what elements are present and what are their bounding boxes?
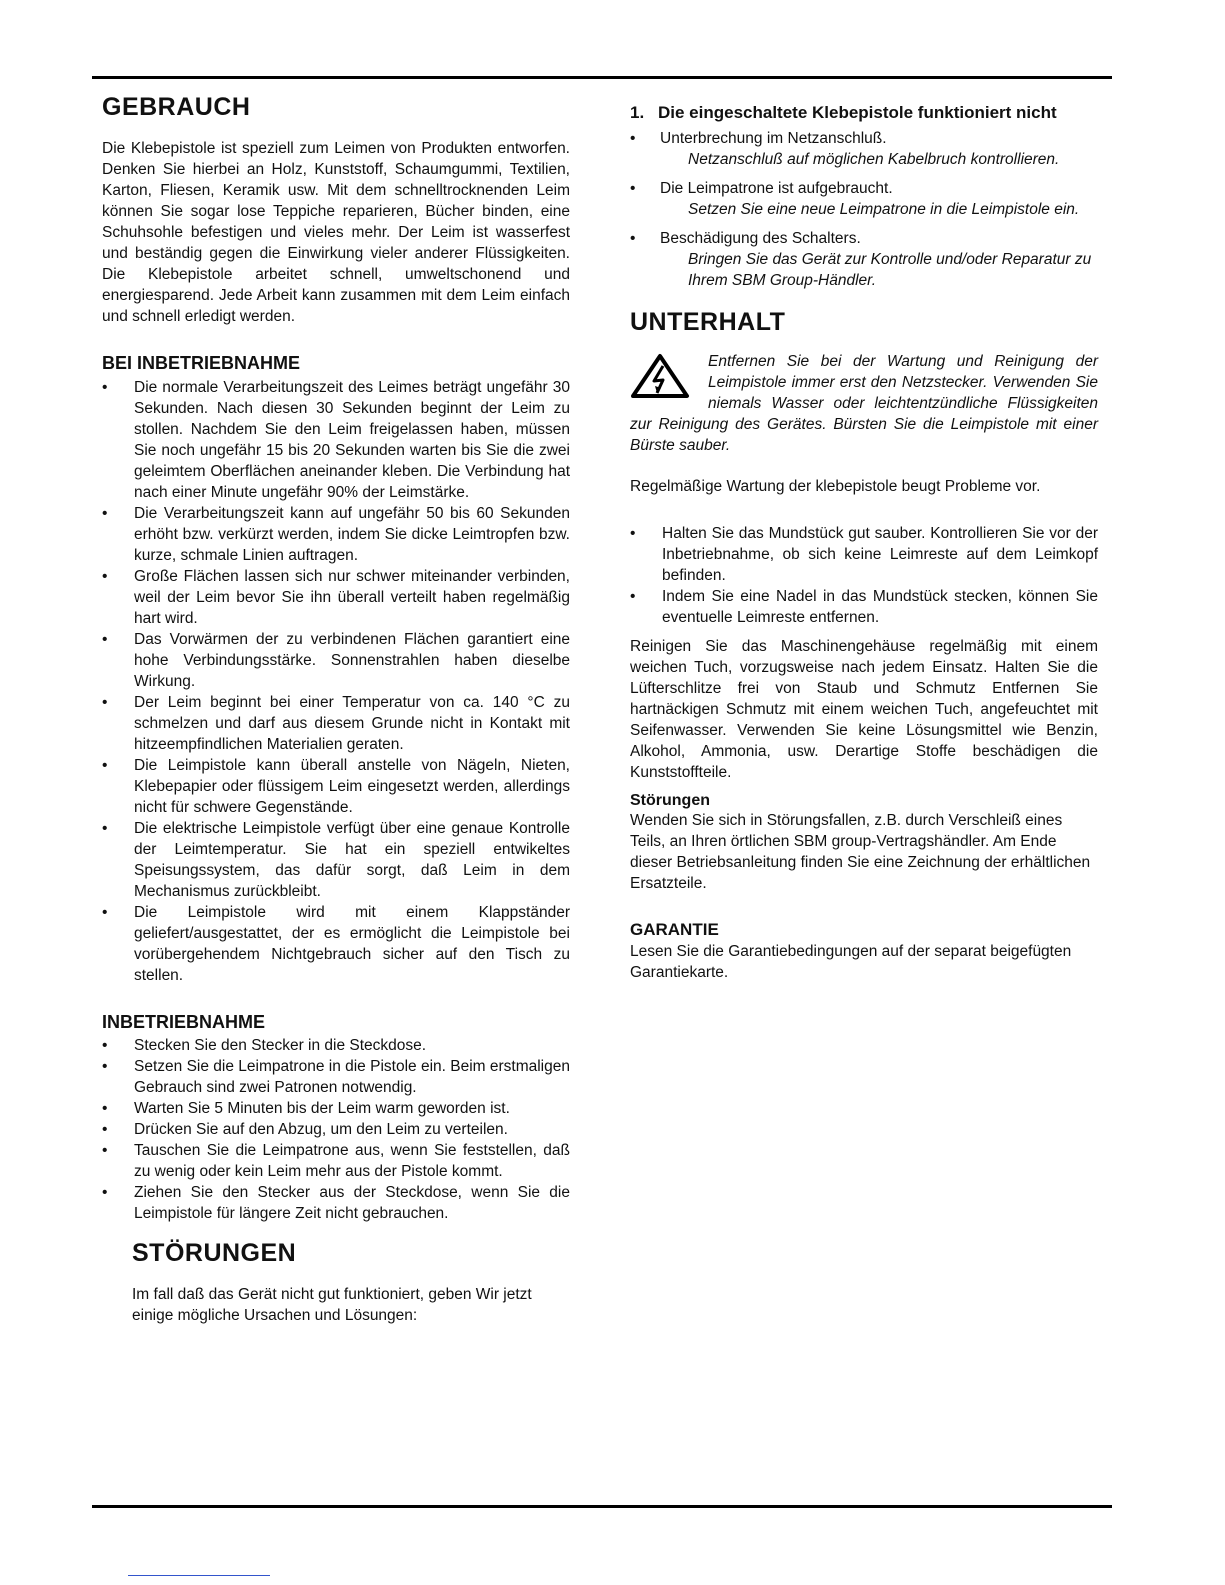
- fault-cause: • Unterbrechung im Netzanschluß.: [630, 128, 1098, 149]
- fault-fix: Setzen Sie eine neue Leimpatrone in die Leimpistole ein.: [688, 201, 1080, 218]
- list-item: • Ziehen Sie den Stecker aus der Steckdose, wenn Sie die Leimpistole für längere Zeit nicht gebrauchen.: [102, 1182, 570, 1224]
- fault-title: Die eingeschaltete Klebepistole funktioniert nicht: [658, 103, 1057, 122]
- list-item: • Tauschen Sie die Leimpatrone aus, wenn Sie feststellen, daß zu wenig oder kein Leim mehr aus der Pistole kommt.: [102, 1140, 570, 1182]
- warning-triangle-icon: [630, 353, 690, 399]
- section-title-stoerungen: STÖRUNGEN: [132, 1239, 297, 1268]
- list-item: • Stecken Sie den Stecker in die Steckdose.: [102, 1035, 570, 1056]
- unterhalt-list: [630, 523, 1098, 628]
- gebrauch-text: Die Klebepistole ist speziell zum Leimen von Produkten entworfen. Denken Sie hierbei an Holz, Kunststoff, Schaumgummi, Textilien, Karton, Fliesen, Keramik usw. Mit dem schnelltrocknenden Leim können Sie sogar lose Teppiche reparieren, Bücher binden, eine Schuhsohle befestigen und vieles mehr. Der Leim ist wasserfest und beständig gegen die Einwirkung vieler anderer Flüssigkeiten. Die Klebepistole arbeitet schnell, umweltschonend und energiesparend. Jede Arbeit kann zusammen mit dem Leim einfach und schnell erledigt werden.: [102, 140, 570, 325]
- list-item: • Die elektrische Leimpistole verfügt über eine genaue Kontrolle der Leimtemperatur. Sie hat ein speziell entwikeltes Speisungssystem, das dafür sorgt, daß Leim in dem Mechanismus zurückbleibt.: [102, 818, 570, 902]
- stoerungen-text: Im fall daß das Gerät nicht gut funktioniert, geben Wir jetzt einige mögliche Ursachen und Lösungen:: [132, 1286, 532, 1325]
- left-column: [102, 92, 570, 1326]
- list-item: • Das Vorwärmen der zu verbindenen Flächen garantiert eine hohe Verbindungsstärke. Sonnenstrahlen haben dieselbe Wirkung.: [102, 629, 570, 692]
- section-title-stoerungen-sub: Störungen: [630, 792, 710, 809]
- right-column: [630, 92, 1098, 983]
- list-item: • Warten Sie 5 Minuten bis der Leim warm geworden ist.: [102, 1098, 570, 1119]
- warning-block: [630, 351, 1098, 456]
- inbetriebnahme-list: [102, 1035, 570, 1224]
- list-item: • Die Leimpistole kann überall anstelle von Nägeln, Nieten, Klebepapier oder flüssigem Leim eingesetzt werden, allerdings nicht für schwere Gegenstände.: [102, 755, 570, 818]
- bottom-rule: [92, 1505, 1112, 1508]
- list-item: • Drücken Sie auf den Abzug, um den Leim zu verteilen.: [102, 1119, 570, 1140]
- section-title-inbetriebnahme: INBETRIEBNAHME: [102, 1011, 266, 1032]
- list-item: • Setzen Sie die Leimpatrone in die Pistole ein. Beim erstmaligen Gebrauch sind zwei Patronen notwendig.: [102, 1056, 570, 1098]
- top-rule: [92, 76, 1112, 79]
- unterhalt-text-2: Reinigen Sie das Maschinengehäuse regelmäßig mit einem weichen Tuch, vorzugsweise nach jedem Einsatz. Halten Sie die Lüfterschlitze frei von Staub und Schmutz Entfernen Sie hartnäckigen Schmutz mit einem weichen Tuch, angefeuchtet mit Seifenwasser. Verwenden Sie keine Lösungsmittel wie Benzin, Alkohol, Ammonia, usw. Derartige Stoffe beschädigen die Kunststoffteile.: [630, 638, 1098, 781]
- list-item: • Große Flächen lassen sich nur schwer miteinander verbinden, weil der Leim bevor Sie ihn überall verteilt haben regelmäßig hart wird.: [102, 566, 570, 629]
- stoerungen-sub-text: Wenden Sie sich in Störungsfallen, z.B. durch Verschleiß eines Teils, an Ihren örtlichen SBM group-Vertragshändler. Am Ende dieser Betriebsanleitung finden Sie eine Zeichnung der erhältlichen Ersatzteile.: [630, 812, 1091, 893]
- list-item: • Die Leimpistole wird mit einem Klappständer geliefert/ausgestattet, der es ermöglicht die Leimpistole bei vorübergehendem Nichtgebrauch sicher auf den Tisch zu stellen.: [102, 902, 570, 986]
- fault-fix: Netzanschluß auf möglichen Kabelbruch kontrollieren.: [688, 151, 1060, 168]
- list-item: • Halten Sie das Mundstück gut sauber. Kontrollieren Sie vor der Inbetriebnahme, ob sich keine Leimreste auf dem Leimkopf befinden.: [630, 523, 1098, 586]
- section-title-gebrauch: GEBRAUCH: [102, 93, 251, 121]
- list-item: • Die Verarbeitungszeit kann auf ungefähr 50 bis 60 Sekunden erhöht bzw. verkürzt werden, indem Sie dicke Leimtropfen bzw. kurze, schmale Linien auftragen.: [102, 503, 570, 566]
- footer-link-underline: [128, 1575, 270, 1576]
- warning-text: Entfernen Sie bei der Wartung und Reinigung der Leimpistole immer erst den Netzstecker. Verwenden Sie niemals Wasser oder leichtentzündliche Flüssigkeiten zur Reinigung des Gerätes. Bürsten Sie die Leimpistole mit einer Bürste sauber.: [630, 353, 1098, 454]
- list-item: • Indem Sie eine Nadel in das Mundstück stecken, können Sie eventuelle Leimreste entfernen.: [630, 586, 1098, 628]
- fault-cause: • Beschädigung des Schalters.: [630, 228, 1098, 249]
- fault-cause: • Die Leimpatrone ist aufgebraucht.: [630, 178, 1098, 199]
- list-item: • Die normale Verarbeitungszeit des Leimes beträgt ungefähr 30 Sekunden. Nach diesen 30 Sekunden beginnt der Leim zu stollen. Nachdem Sie den Leim freigelassen haben, müssen Sie noch ungefähr 15 bis 20 Sekunden warten bis Sie die zwei geleimtem Oberflächen aneinander kleben. Die Verbindung hat nach einer Minute ungefähr 90% der Leimstärke.: [102, 377, 570, 503]
- garantie-text: Lesen Sie die Garantiebedingungen auf der separat beigefügten Garantiekarte.: [630, 942, 1072, 981]
- unterhalt-text-1: Regelmäßige Wartung der klebepistole beugt Probleme vor.: [630, 478, 1041, 495]
- list-item: • Der Leim beginnt bei einer Temperatur von ca. 140 °C zu schmelzen und darf aus diesem Grunde nicht in Kontakt mit hitzeempfindlichen Materialien geraten.: [102, 692, 570, 755]
- section-title-garantie: GARANTIE: [630, 920, 719, 940]
- section-title-bei-inbetriebnahme: BEI INBETRIEBNAHME: [102, 353, 301, 373]
- fault-number: 1.: [630, 103, 645, 122]
- bei-inbetriebnahme-list: [102, 377, 570, 986]
- section-title-unterhalt: UNTERHALT: [630, 308, 786, 336]
- fault-heading: [630, 102, 1098, 124]
- fault-fix: Bringen Sie das Gerät zur Kontrolle und/oder Reparatur zu Ihrem SBM Group-Händler.: [688, 251, 1092, 289]
